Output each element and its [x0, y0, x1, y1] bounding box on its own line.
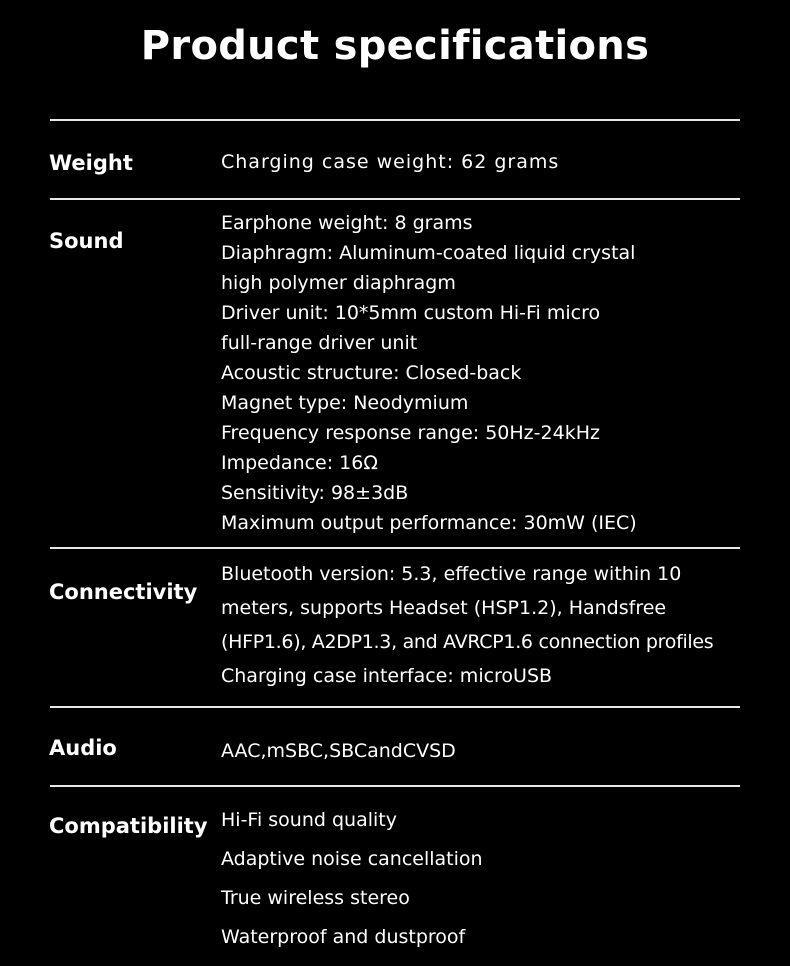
spec-line: Diaphragm: Aluminum-coated liquid crystal: [221, 242, 636, 264]
spec-line: Frequency response range: 50Hz-24kHz: [221, 422, 600, 444]
spec-line: full-range driver unit: [221, 332, 418, 354]
spec-line: Hi-Fi sound quality: [221, 809, 397, 831]
spec-line: Earphone weight: 8 grams: [221, 212, 473, 234]
spec-label-audio: Audio: [49, 736, 117, 760]
spec-line: AAC,mSBC,SBCandCVSD: [221, 740, 456, 762]
page-title: Product specifications: [140, 23, 650, 69]
spec-line: (HFP1.6), A2DP1.3, and AVRCP1.6 connection profiles: [221, 631, 714, 653]
spec-line: meters, supports Headset (HSP1.2), Handsfree: [221, 597, 667, 619]
spec-line: high polymer diaphragm: [221, 272, 456, 294]
spec-value-connectivity: [221, 557, 713, 693]
spec-value-compatibility: [221, 801, 483, 957]
spec-line: Impedance: 16Ω: [221, 452, 378, 474]
divider: [50, 119, 740, 121]
spec-line: Adaptive noise cancellation: [221, 848, 483, 870]
spec-value-sound: [221, 208, 637, 538]
divider: [50, 706, 740, 708]
spec-line: Driver unit: 10*5mm custom Hi-Fi micro: [221, 302, 601, 324]
spec-line: Acoustic structure: Closed-back: [221, 362, 522, 384]
spec-line: Magnet type: Neodymium: [221, 392, 469, 414]
divider: [50, 785, 740, 787]
spec-label-connectivity: Connectivity: [49, 580, 198, 604]
divider: [50, 547, 740, 549]
spec-label-compatibility: Compatibility: [49, 814, 208, 838]
spec-label-sound: Sound: [49, 229, 124, 253]
divider: [50, 198, 740, 200]
spec-line: Waterproof and dustproof: [221, 926, 466, 948]
spec-line: Bluetooth version: 5.3, effective range within 10: [221, 563, 682, 585]
spec-value-weight: [221, 147, 559, 177]
spec-line: Maximum output performance: 30mW (IEC): [221, 512, 637, 534]
spec-label-weight: Weight: [49, 151, 133, 175]
spec-value-audio: [221, 736, 456, 766]
spec-line: Charging case weight: 62 grams: [221, 151, 560, 173]
spec-line: True wireless stereo: [221, 887, 410, 909]
spec-line: Charging case interface: microUSB: [221, 665, 553, 687]
spec-line: Sensitivity: 98±3dB: [221, 482, 409, 504]
